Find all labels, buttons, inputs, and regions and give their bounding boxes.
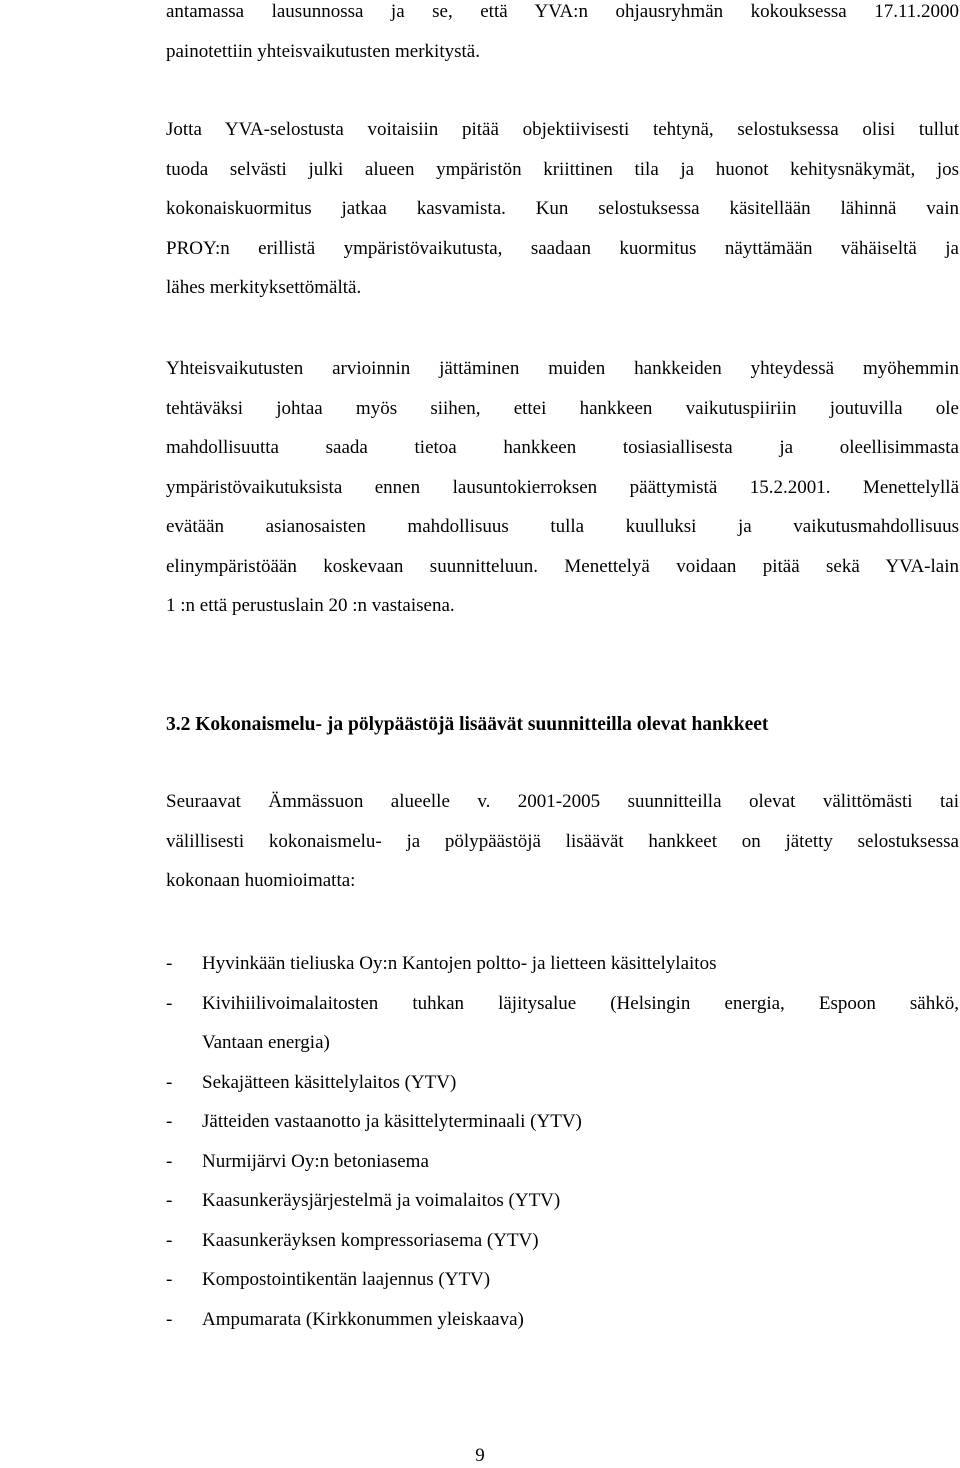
paragraph-line: elinympäristöään koskevaan suunnitteluun. Menettelyä voidaan pitää sekä YVA-lain [166,555,959,577]
list-item [166,1181,959,1221]
paragraph-2 [166,110,959,308]
list-dash: - [166,1071,173,1093]
page-number: 9 [475,1445,485,1466]
list-item-text [202,1260,959,1300]
paragraph-line: lähes merkityksettömältä. [166,277,362,298]
list-item-text [202,944,959,984]
list-dash: - [166,1111,173,1132]
section-intro-paragraph [166,782,959,901]
paragraph-line: tuoda selvästi julki alueen ympäristön kriittinen tila ja huonot kehitysnäkymät, jos [166,158,959,180]
paragraph-line: tehtäväksi johtaa myös siihen, ettei hankkeen vaikutuspiiriin joutuvilla ole [166,397,959,419]
list-dash: - [166,1190,173,1211]
paragraph-1 [166,0,959,71]
list-item-line: Sekajätteen käsittelylaitos (YTV) [202,1071,457,1093]
list-item-line: Kaasunkeräysjärjestelmä ja voimalaitos (YTV) [202,1190,561,1211]
paragraph-line: evätään asianosaisten mahdollisuus tulla kuulluksi ja vaikutusmahdollisuus [166,516,959,537]
list-dash: - [166,992,173,1014]
list-item [166,1221,959,1261]
list-item [166,1063,959,1103]
paragraph-line: mahdollisuutta saada tietoa hankkeen tosiasiallisesta ja oleellisimmasta [166,437,959,458]
paragraph-line: painotettiin yhteisvaikutusten merkitystä. [166,40,480,62]
list-item-text [202,1300,959,1340]
list-item [166,1102,959,1142]
list-item-line: Ampumarata (Kirkkonummen yleiskaava) [202,1308,524,1330]
list-item [166,944,959,984]
list-item-line: Hyvinkään tieliuska Oy:n Kantojen poltto- ja lietteen käsittelylaitos [202,953,717,974]
paragraph-line: ympäristövaikutuksista ennen lausuntokierroksen päättymistä 15.2.2001. Menettelyllä [166,476,959,498]
paragraph-line: Yhteisvaikutusten arvioinnin jättäminen muiden hankkeiden yhteydessä myöhemmin [166,358,959,379]
list-item-line: Vantaan energia) [202,1032,330,1053]
paragraph-line: välillisesti kokonaismelu- ja pölypäästöjä lisäävät hankkeet on jätetty selostuksessa [166,830,959,852]
section-heading: 3.2 Kokonaismelu- ja pölypäästöjä lisäävät suunnitteilla olevat hankkeet [166,714,769,735]
list-dash: - [166,1229,173,1251]
list-item-line: Jätteiden vastaanotto ja käsittelyterminaali (YTV) [202,1111,582,1132]
project-list [166,944,959,1339]
list-item-text [202,1181,959,1221]
paragraph-line: 1 :n että perustuslain 20 :n vastaisena. [166,595,455,616]
list-item-line: Kivihiilivoimalaitosten tuhkan läjitysalue (Helsingin energia, Espoon sähkö, [202,992,959,1014]
list-dash: - [166,1150,173,1172]
paragraph-line: PROY:n erillistä ympäristövaikutusta, saadaan kuormitus näyttämään vähäiseltä ja [166,237,959,259]
paragraph-3 [166,349,959,626]
paragraph-line: kokonaan huomioimatta: [166,870,356,891]
list-item [166,1300,959,1340]
list-dash: - [166,1269,173,1290]
paragraph-line: antamassa lausunnossa ja se, että YVA:n ohjausryhmän kokouksessa 17.11.2000 [166,1,959,22]
paragraph-line: kokonaiskuormitus jatkaa kasvamista. Kun selostuksessa käsitellään lähinnä vain [166,198,959,219]
list-item-text [202,1142,959,1182]
list-item [166,1142,959,1182]
list-item [166,984,959,1063]
list-item [166,1260,959,1300]
list-item-text [202,1221,959,1261]
list-dash: - [166,953,173,974]
list-item-line: Kaasunkeräyksen kompressoriasema (YTV) [202,1229,539,1251]
list-item-line: Nurmijärvi Oy:n betoniasema [202,1150,429,1172]
list-item-text [202,984,959,1063]
paragraph-line: Jotta YVA-selostusta voitaisiin pitää objektiivisesti tehtynä, selostuksessa olisi tullut [166,119,959,140]
list-item-line: Kompostointikentän laajennus (YTV) [202,1269,491,1290]
list-item-text [202,1063,959,1103]
list-item-text [202,1102,959,1142]
paragraph-line: Seuraavat Ämmässuon alueelle v. 2001-2005 suunnitteilla olevat välittömästi tai [166,791,959,812]
list-dash: - [166,1308,173,1330]
